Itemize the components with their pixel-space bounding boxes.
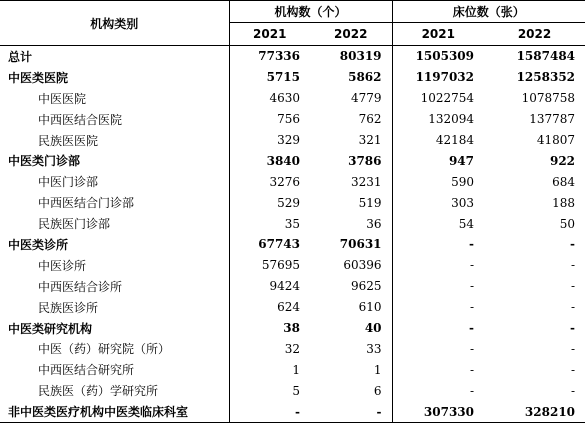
row-category-label: 民族医医院 — [38, 133, 99, 148]
beds-2022-cell: - — [570, 279, 576, 294]
beds-2022-cell: - — [570, 321, 576, 336]
institutions-2022-cell: 4779 — [350, 91, 382, 106]
table-row — [0, 213, 585, 234]
institutions-2022-cell: 1 — [373, 362, 382, 377]
table-row — [0, 338, 585, 359]
beds-2022-cell: 1078758 — [521, 91, 576, 106]
beds-2021-cell: 1505309 — [392, 46, 484, 67]
table-row — [0, 67, 585, 88]
table-row — [0, 255, 585, 276]
table-row — [0, 234, 585, 255]
institutions-2021-cell: 624 — [229, 297, 310, 318]
table-row — [0, 359, 585, 380]
header-year: 2022 — [484, 23, 585, 46]
institutions-2021-cell: 3840 — [229, 150, 310, 171]
table-row — [0, 276, 585, 297]
institutions-2022-cell: - — [310, 401, 392, 422]
institutions-2021-cell: 529 — [229, 192, 310, 213]
institutions-2022-cell: 9625 — [350, 279, 382, 294]
table-row — [0, 297, 585, 318]
institutions-2021-cell: - — [229, 401, 310, 422]
beds-2022-cell: 1258352 — [516, 70, 576, 85]
row-category-label: 中医（药）研究院（所） — [38, 342, 171, 357]
header-category: 机构类别 — [0, 1, 229, 46]
institutions-2022-cell: 5862 — [348, 70, 382, 85]
row-category-label: 民族医诊所 — [38, 300, 99, 315]
institutions-2022-cell: 762 — [358, 112, 382, 127]
beds-2021-cell: - — [392, 297, 484, 318]
institutions-2021-cell: 32 — [229, 338, 310, 359]
institutions-2022-cell: 70631 — [339, 237, 382, 252]
institutions-2021-cell: 57695 — [229, 255, 310, 276]
row-category-label: 中西医结合医院 — [38, 112, 123, 127]
table-body — [0, 46, 585, 423]
institutions-2022-cell: 3786 — [348, 153, 382, 168]
beds-2022-cell: - — [570, 383, 576, 398]
table-row — [0, 150, 585, 171]
beds-2021-cell: - — [392, 255, 484, 276]
beds-2021-cell: 590 — [392, 171, 484, 192]
institutions-2021-cell: 35 — [229, 213, 310, 234]
header-year: 2021 — [392, 23, 484, 46]
beds-2022-cell: - — [570, 362, 576, 377]
beds-2022-cell: - — [570, 258, 576, 273]
beds-2022-cell: 922 — [549, 153, 576, 168]
row-category-label: 中西医结合研究所 — [38, 363, 135, 378]
institutions-2022-cell: 519 — [358, 195, 382, 210]
beds-2021-cell: 307330 — [392, 401, 484, 422]
beds-2022-cell: 41807 — [536, 133, 576, 147]
beds-2022-cell: 188 — [552, 195, 576, 210]
institutions-2022-cell: 80319 — [339, 49, 382, 64]
institutions-2021-cell: 4630 — [229, 88, 310, 109]
institutions-2022-cell: 60396 — [343, 258, 382, 273]
institutions-2021-cell: 756 — [229, 109, 310, 130]
institutions-2021-cell: 9424 — [229, 276, 310, 297]
institutions-2022-cell: 33 — [366, 341, 382, 356]
table-row — [0, 318, 585, 339]
header-beds: 床位数（张） — [392, 1, 585, 23]
beds-2021-cell: 42184 — [392, 130, 484, 151]
table-row — [0, 171, 585, 192]
institutions-2022-cell: 40 — [364, 321, 382, 336]
table-row — [0, 130, 585, 151]
institutions-2021-cell: 5 — [229, 380, 310, 401]
row-category-label: 民族医门诊部 — [38, 217, 111, 232]
row-category-label: 总计 — [8, 49, 33, 64]
beds-2022-cell: 50 — [559, 216, 576, 231]
header-institutions: 机构数（个） — [229, 1, 392, 23]
row-category-label: 非中医类医疗机构中医类临床科室 — [0, 401, 229, 422]
beds-2021-cell: 947 — [392, 150, 484, 171]
beds-2021-cell: - — [392, 234, 484, 255]
beds-2021-cell: - — [392, 380, 484, 401]
table-row — [0, 192, 585, 213]
header-year: 2022 — [310, 23, 392, 46]
beds-2021-cell: 132094 — [392, 109, 484, 130]
beds-2021-cell: 1197032 — [392, 67, 484, 88]
row-category-label: 中医类研究机构 — [8, 321, 93, 336]
beds-2022-cell: - — [570, 300, 576, 315]
institutions-2021-cell: 38 — [229, 318, 310, 339]
beds-2021-cell: 54 — [392, 213, 484, 234]
table-row — [0, 401, 585, 422]
beds-2022-cell: 328210 — [484, 401, 585, 422]
institutions-2021-cell: 67743 — [229, 234, 310, 255]
beds-2021-cell: - — [392, 359, 484, 380]
row-category-label: 中西医结合诊所 — [38, 279, 123, 294]
institutions-2021-cell: 1 — [229, 359, 310, 380]
row-category-label: 中医门诊部 — [38, 175, 99, 190]
table-row — [0, 46, 585, 67]
institutions-2021-cell: 77336 — [229, 46, 310, 67]
row-category-label: 中医类门诊部 — [8, 154, 81, 169]
beds-2021-cell: 303 — [392, 192, 484, 213]
institutions-2022-cell: 6 — [373, 383, 382, 398]
beds-2021-cell: - — [392, 318, 484, 339]
row-category-label: 民族医（药）学研究所 — [38, 384, 159, 399]
row-category-label: 中医医院 — [38, 91, 87, 106]
beds-2022-cell: 684 — [552, 174, 576, 189]
beds-2021-cell: - — [392, 276, 484, 297]
institutions-2022-cell: 36 — [366, 216, 382, 231]
table-row — [0, 380, 585, 401]
table-header — [0, 1, 585, 46]
institutions-2021-cell: 5715 — [229, 67, 310, 88]
row-category-label: 中医类医院 — [8, 70, 69, 85]
header-year: 2021 — [229, 23, 310, 46]
row-category-label: 中医诊所 — [38, 258, 87, 273]
table-row — [0, 109, 585, 130]
institutions-2021-cell: 3276 — [229, 171, 310, 192]
beds-2022-cell: 1587484 — [516, 49, 576, 64]
institutions-2021-cell: 329 — [229, 130, 310, 151]
institutions-2022-cell: 3231 — [350, 174, 382, 189]
row-category-label: 中西医结合门诊部 — [38, 196, 135, 211]
beds-2021-cell: - — [392, 338, 484, 359]
institutions-2022-cell: 321 — [358, 133, 382, 147]
header-row-groups — [0, 1, 585, 23]
beds-2022-cell: 137787 — [529, 112, 576, 127]
beds-2022-cell: - — [570, 341, 576, 356]
beds-2021-cell: 1022754 — [392, 88, 484, 109]
institutions-2022-cell: 610 — [358, 300, 382, 315]
row-category-label: 中医类诊所 — [8, 237, 69, 252]
table-row — [0, 88, 585, 109]
beds-2022-cell: - — [570, 237, 576, 252]
